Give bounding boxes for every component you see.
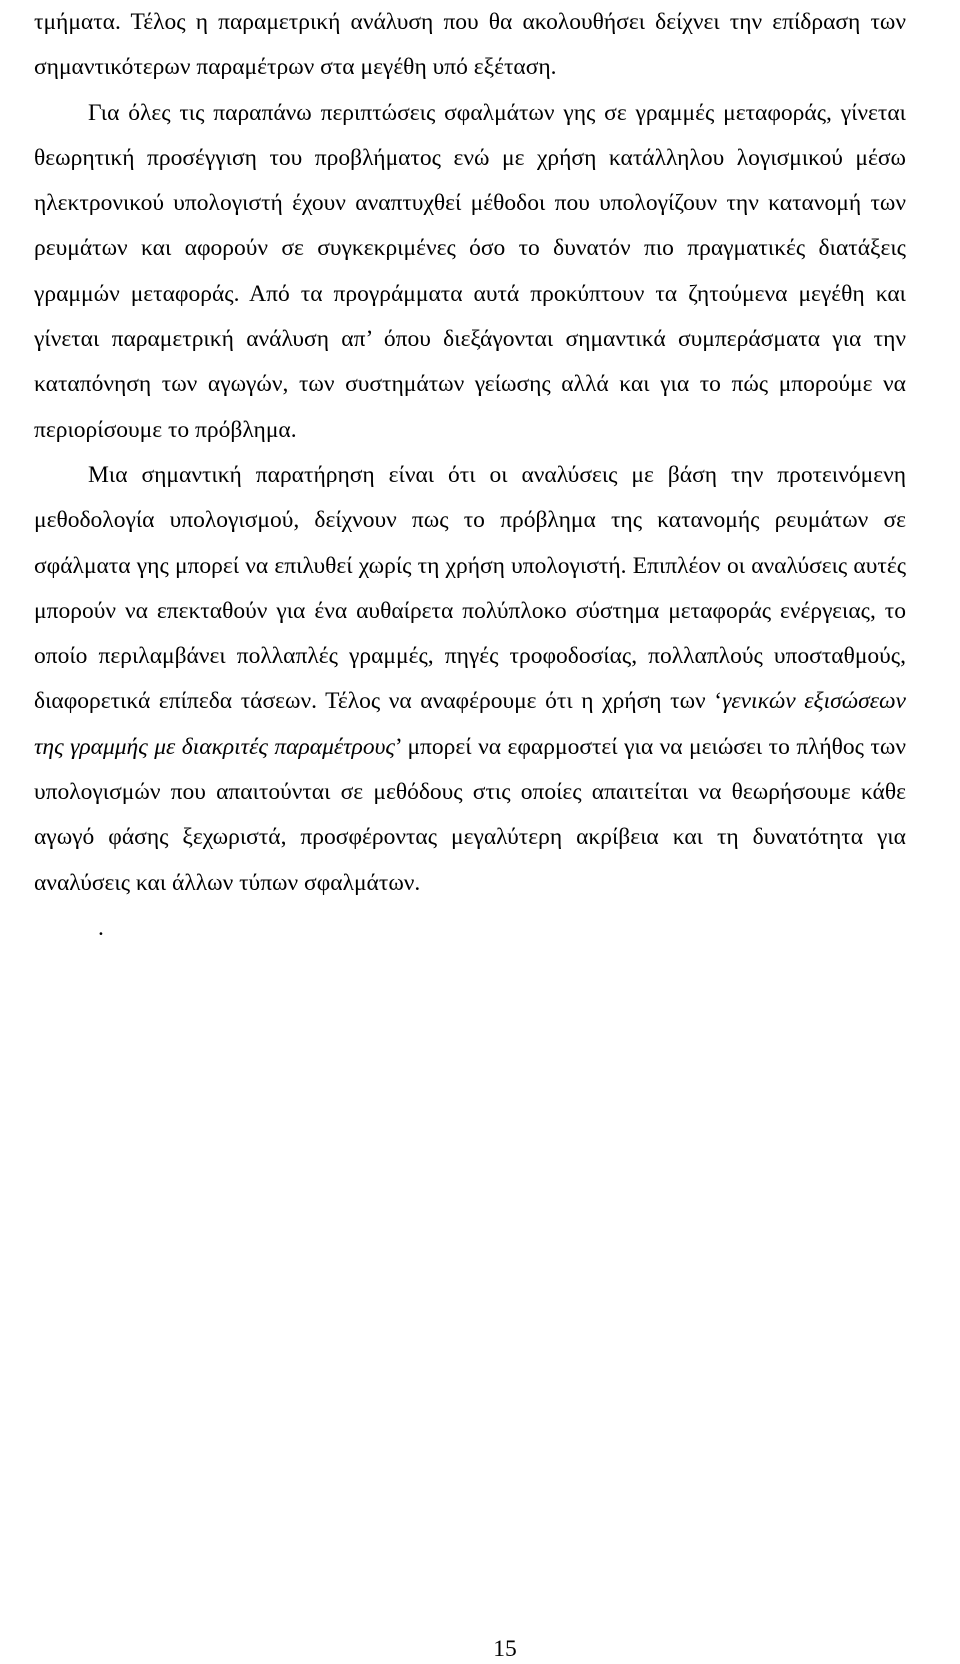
stray-mark: .: [98, 915, 104, 941]
paragraph-3: [34, 453, 906, 906]
paragraph-3-text-after: ’ μπορεί να εφαρμοστεί για να μειώσει το πλήθος των υπολογισμών που απαιτούνται σε μεθόδους στις οποίες απαιτείται να θεωρήσουμε κάθε αγωγό φάσης ξεχωριστά, προσφέροντας μεγαλύτερη ακρίβεια και τη δυνατότητα για αναλύσεις και άλλων τύπων σφαλμάτων.: [34, 733, 906, 896]
document-page: [34, 0, 906, 906]
paragraph-3-italic-phrase: γενικών εξισώσεων της γραμμής με διακριτές παραμέτρους: [34, 688, 906, 760]
paragraph-3-text-before: Μια σημαντική παρατήρηση είναι ότι οι αναλύσεις με βάση την προτεινόμενη μεθοδολογία υπολογισμού, δείχνουν πως το πρόβλημα της κατανομής ρευμάτων σε σφάλματα γης μπορεί να επιλυθεί χωρίς τη χρήση υπολογιστή. Επιπλέον οι αναλύσεις αυτές μπορούν να επεκταθούν για ένα αυθαίρετα πολύπλοκο σύστημα μεταφοράς ενέργειας, το οποίο περιλαμβάνει πολλαπλές γραμμές, πηγές τροφοδοσίας, πολλαπλούς υποσταθμούς, διαφορετικά επίπεδα τάσεων. Τέλος να αναφέρουμε ότι η χρήση των ‘: [34, 461, 906, 715]
paragraph-1: τμήματα. Τέλος η παραμετρική ανάλυση που θα ακολουθήσει δείχνει την επίδραση των σημαντικότερων παραμέτρων στα μεγέθη υπό εξέταση.: [34, 9, 906, 81]
page-number: 15: [493, 1636, 517, 1662]
paragraph-2: Για όλες τις παραπάνω περιπτώσεις σφαλμάτων γης σε γραμμές μεταφοράς, γίνεται θεωρητική προσέγγιση του προβλήματος ενώ με χρήση κατάλληλου λογισμικού μέσω ηλεκτρονικού υπολογιστή έχουν αναπτυχθεί μέθοδοι που υπολογίζουν την κατανομή των ρευμάτων και αφορούν σε συγκεκριμένες όσο το δυνατόν πιο πραγματικές διατάξεις γραμμών μεταφοράς. Από τα προγράμματα αυτά προκύπτουν τα ζητούμενα μεγέθη και γίνεται παραμετρική ανάλυση απ’ όπου διεξάγονται σημαντικά συμπεράσματα για την καταπόνηση των αγωγών, των συστημάτων γείωσης αλλά και για το πώς μπορούμε να περιορίσουμε το πρόβλημα.: [34, 99, 906, 443]
